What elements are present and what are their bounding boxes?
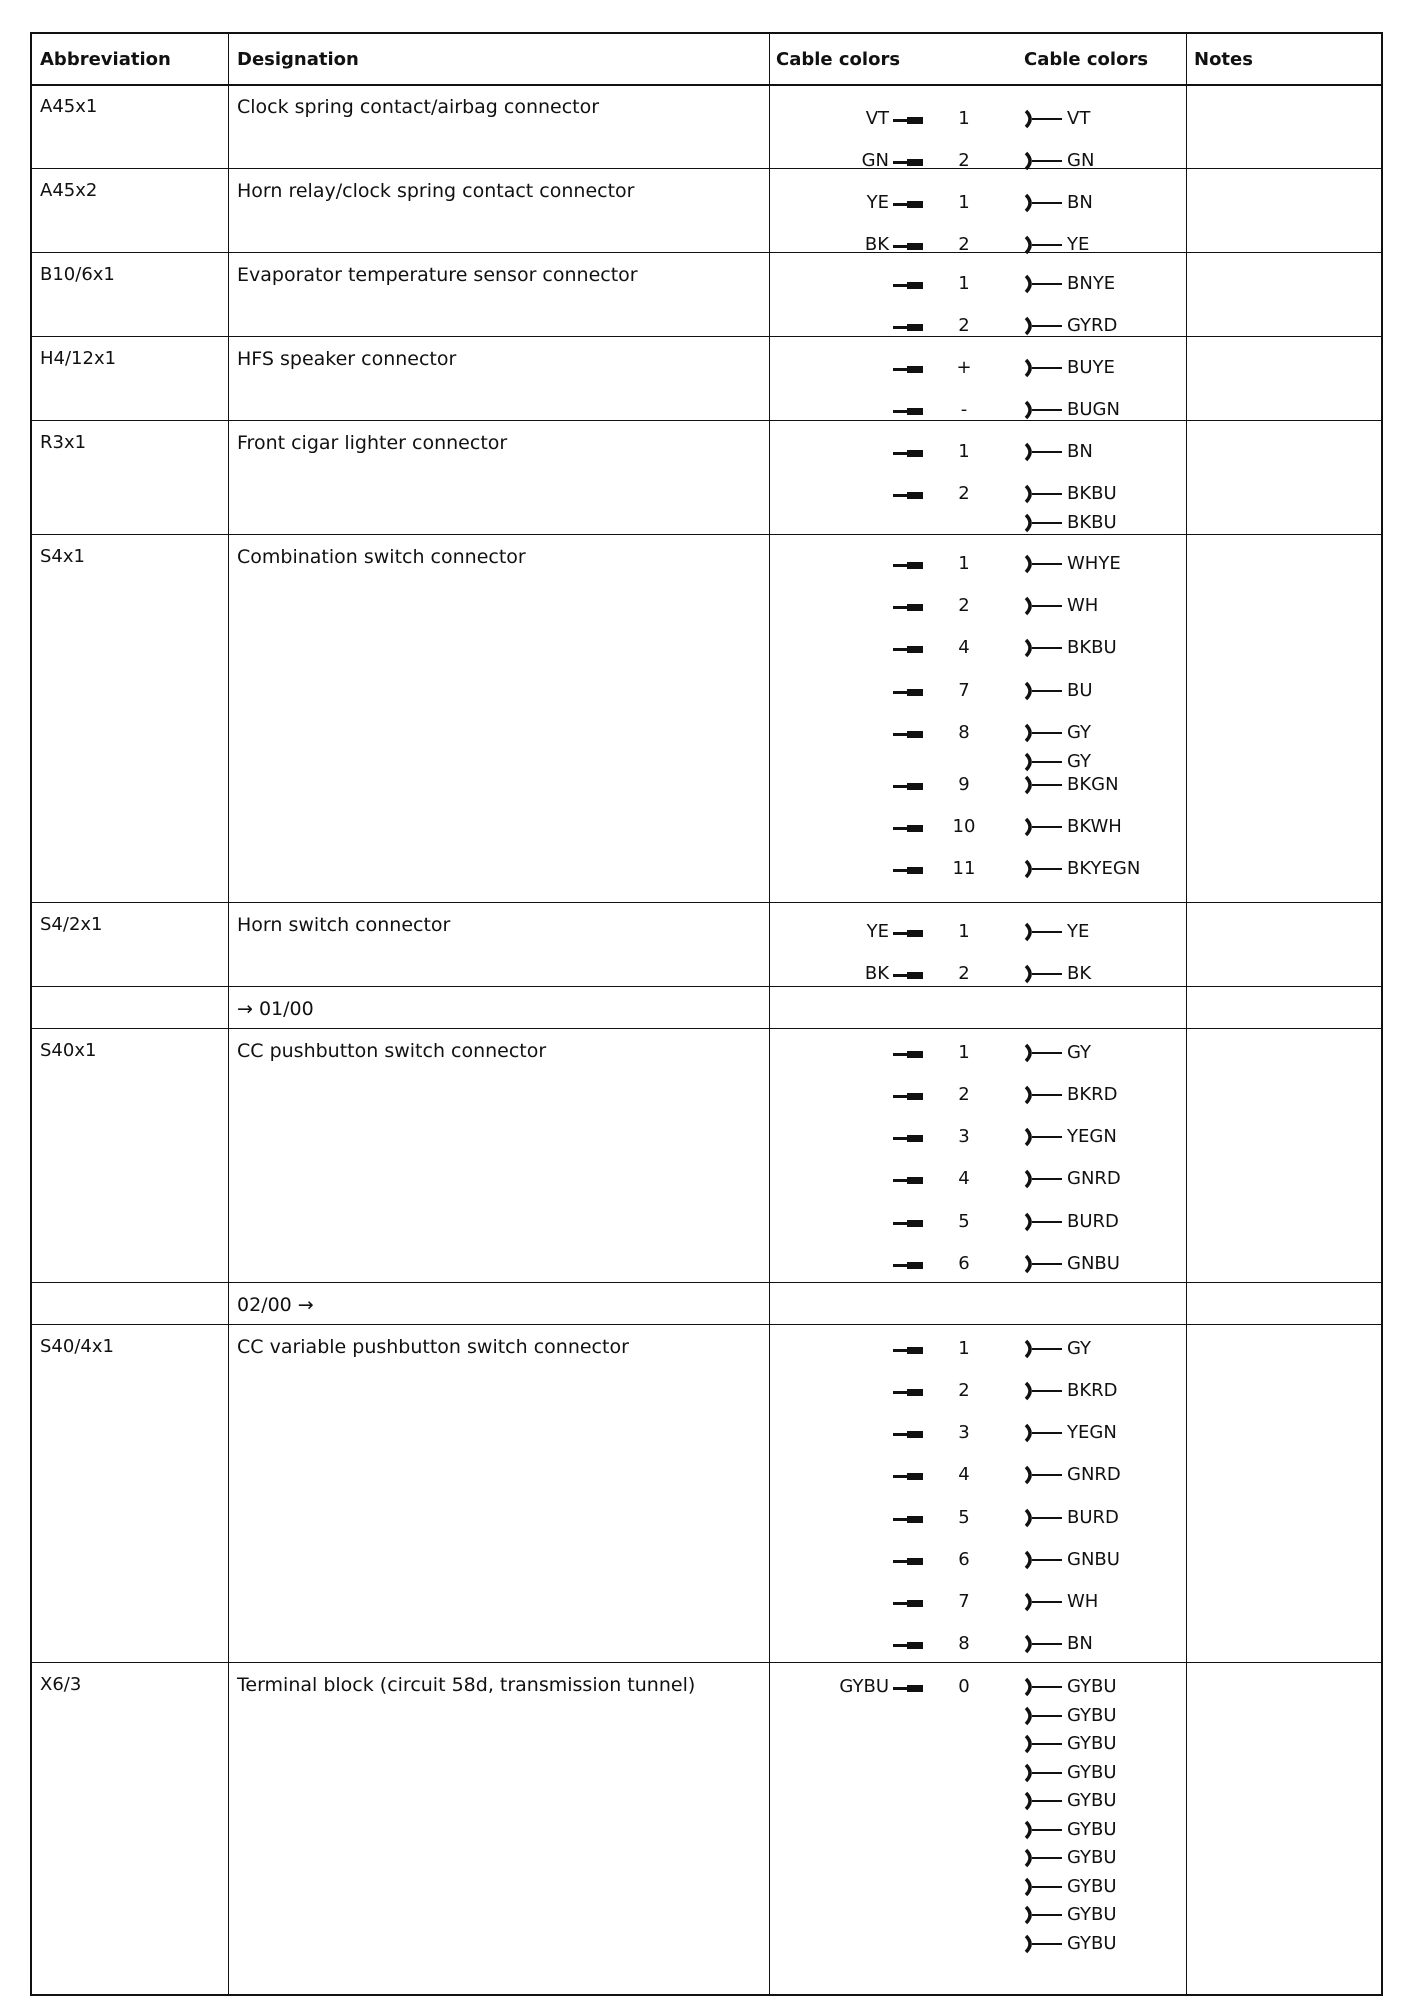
wire-color-right: GY [1067,1042,1092,1063]
row-abbreviation: S4/2x1 [40,914,103,935]
pin-number: 8 [958,1633,970,1654]
plug-icon [893,827,923,830]
row-designation: Combination switch connector [237,546,526,568]
wire-color-right: GYBU [1067,1818,1117,1840]
socket-icon [1022,1422,1066,1444]
plug-icon [893,1349,923,1352]
wire-color-left: GN [861,150,889,171]
wire-color-right: YEGN [1067,1422,1117,1443]
socket-icon [1022,1549,1066,1571]
row-divider [32,986,1381,987]
socket-icon [1022,1084,1066,1106]
wire-color-left: YE [866,192,889,213]
plug-icon [893,1602,923,1605]
row-abbreviation: X6/3 [40,1674,82,1695]
socket-icon [1022,1380,1066,1402]
wire-color-left: BK [864,963,889,984]
pin-number: 2 [958,963,970,984]
wire-color-right: YE [1067,921,1090,942]
plug-icon [893,494,923,497]
wire-color-right: WH [1067,595,1099,616]
row-abbreviation: A45x2 [40,180,98,201]
plug-icon [893,119,923,122]
pin-number: 1 [958,1338,970,1359]
wire-color-right: BKWH [1067,816,1122,837]
socket-icon [1022,816,1066,838]
plug-icon [893,368,923,371]
row-divider [32,1282,1381,1283]
wire-color-right: BK [1067,963,1092,984]
wire-color-right: BN [1067,441,1093,462]
plug-icon [893,1644,923,1647]
plug-icon [893,452,923,455]
header-notes: Notes [1194,49,1253,70]
plug-icon [893,1264,923,1267]
socket-icon [1022,1168,1066,1190]
plug-icon [893,733,923,736]
socket-icon [1022,1126,1066,1148]
socket-icon [1022,1338,1066,1360]
wire-color-right: BKBU [1067,637,1117,658]
plug-icon [893,1222,923,1225]
plug-icon [893,974,923,977]
socket-icon [1022,722,1066,744]
wire-color-right: WH [1067,1591,1099,1612]
row-abbreviation: H4/12x1 [40,348,117,369]
socket-icon [1022,357,1066,379]
pin-number: 2 [958,1380,970,1401]
plug-icon [893,932,923,935]
pin-number: 2 [958,315,970,336]
socket-icon [1022,963,1066,985]
socket-icon [1022,315,1066,337]
plug-icon [893,203,923,206]
socket-icon [1022,1042,1066,1064]
row-divider [32,420,1381,421]
pin-number: 2 [958,595,970,616]
wire-color-right: GY [1067,1338,1092,1359]
wire-color-right: BKYEGN [1067,858,1141,879]
plug-icon [893,648,923,651]
column-divider [769,34,770,1994]
socket-icon [1022,680,1066,702]
socket-icon [1022,483,1066,505]
column-divider [1186,34,1187,1994]
pin-number: 0 [958,1676,970,1697]
row-divider [32,1662,1381,1663]
plug-icon [893,564,923,567]
wire-color-right: BU [1067,680,1093,701]
pin-number: + [956,357,972,378]
header-designation: Designation [237,49,359,70]
wire-color-right: GNRD [1067,1168,1121,1189]
row-divider [32,1324,1381,1325]
plug-icon [893,1095,923,1098]
socket-icon [1022,512,1066,534]
pin-number: 4 [958,1168,970,1189]
socket-icon [1022,1876,1066,1898]
socket-icon [1022,1633,1066,1655]
wire-color-right: GYBU [1067,1704,1117,1726]
plug-icon [893,1137,923,1140]
plug-icon [893,785,923,788]
socket-icon [1022,1676,1066,1698]
plug-icon [893,1053,923,1056]
row-abbreviation: S40/4x1 [40,1336,114,1357]
header-abbreviation: Abbreviation [40,49,171,70]
column-divider [228,34,229,1994]
header-cable-colors-right: Cable colors [1024,49,1149,70]
row-divider [32,336,1381,337]
plug-icon [893,1391,923,1394]
row-designation: Front cigar lighter connector [237,432,508,454]
wire-color-right: GNBU [1067,1549,1120,1570]
row-designation: Horn switch connector [237,914,451,936]
socket-icon [1022,192,1066,214]
row-divider [32,168,1381,169]
socket-icon [1022,1904,1066,1926]
row-designation: CC variable pushbutton switch connector [237,1336,629,1358]
socket-icon [1022,553,1066,575]
socket-icon [1022,774,1066,796]
wire-color-right: BKBU [1067,483,1117,504]
row-abbreviation: B10/6x1 [40,264,115,285]
wire-color-right: YEGN [1067,1126,1117,1147]
pin-number: 3 [958,1422,970,1443]
socket-icon [1022,1819,1066,1841]
wire-color-right: GYBU [1067,1932,1117,1954]
wire-color-right: GYBU [1067,1733,1117,1754]
plug-icon [893,869,923,872]
pin-number: 4 [958,637,970,658]
wire-color-right: BNYE [1067,273,1116,294]
row-divider [32,252,1381,253]
wire-color-right: BURD [1067,1211,1119,1232]
header-divider [32,84,1381,86]
pin-number: 2 [958,483,970,504]
plug-icon [893,1475,923,1478]
wire-color-left: BK [864,234,889,255]
socket-icon [1022,921,1066,943]
pin-number: 6 [958,1549,970,1570]
plug-icon [893,161,923,164]
wire-color-right: WHYE [1067,553,1121,574]
wire-color-right: BUGN [1067,399,1120,420]
pin-number: 1 [958,273,970,294]
plug-icon [893,410,923,413]
wire-color-right: GYBU [1067,1904,1117,1925]
wire-color-right: VT [1067,108,1091,129]
row-divider [32,1028,1381,1029]
row-designation: HFS speaker connector [237,348,457,370]
socket-icon [1022,273,1066,295]
wire-color-left: VT [865,108,889,129]
pin-number: 1 [958,192,970,213]
wire-color-right: GN [1067,150,1095,171]
socket-icon [1022,399,1066,421]
socket-icon [1022,1762,1066,1784]
pin-number: 1 [958,1042,970,1063]
pin-number: 2 [958,1084,970,1105]
wire-color-right: GYRD [1067,315,1118,336]
pin-number: 10 [952,816,976,837]
wire-color-right: BKGN [1067,774,1119,795]
socket-icon [1022,858,1066,880]
row-divider [32,534,1381,535]
row-designation: 02/00 → [237,1294,314,1316]
wire-color-right: GYBU [1067,1790,1117,1811]
row-abbreviation: S4x1 [40,546,85,567]
wire-color-right: GYBU [1067,1761,1117,1783]
pin-number: 5 [958,1507,970,1528]
socket-icon [1022,751,1066,773]
socket-icon [1022,1591,1066,1613]
wire-color-right: BKRD [1067,1084,1118,1105]
pin-number: 1 [958,921,970,942]
socket-icon [1022,1847,1066,1869]
plug-icon [893,1518,923,1521]
socket-icon [1022,441,1066,463]
pin-number: 8 [958,722,970,743]
socket-icon [1022,1733,1066,1755]
wire-color-right: GNBU [1067,1253,1120,1274]
row-designation: Evaporator temperature sensor connector [237,264,638,286]
connector-table [30,32,1383,1996]
row-designation: → 01/00 [237,998,314,1020]
wire-color-right: BN [1067,1633,1093,1654]
plug-icon [893,606,923,609]
wire-color-right: GYBU [1067,1847,1117,1868]
wire-color-right: GY [1067,750,1092,772]
plug-icon [893,1687,923,1690]
pin-number: 1 [958,108,970,129]
row-divider [32,902,1381,903]
plug-icon [893,1179,923,1182]
wire-color-right: GYBU [1067,1676,1117,1697]
wire-color-right: BUYE [1067,357,1115,378]
pin-number: 4 [958,1464,970,1485]
wire-color-right: BN [1067,192,1093,213]
wire-color-right: BKBU [1067,511,1117,533]
socket-icon [1022,1705,1066,1727]
socket-icon [1022,1507,1066,1529]
pin-number: 7 [958,680,970,701]
socket-icon [1022,1790,1066,1812]
wire-color-right: YE [1067,234,1090,255]
row-abbreviation: R3x1 [40,432,87,453]
row-abbreviation: S40x1 [40,1040,97,1061]
plug-icon [893,1560,923,1563]
pin-number: 5 [958,1211,970,1232]
socket-icon [1022,108,1066,130]
pin-number: 1 [958,441,970,462]
row-designation: CC pushbutton switch connector [237,1040,547,1062]
plug-icon [893,326,923,329]
plug-icon [893,284,923,287]
pin-number: 1 [958,553,970,574]
plug-icon [893,245,923,248]
wire-color-right: BKRD [1067,1380,1118,1401]
wire-color-right: BURD [1067,1507,1119,1528]
pin-number: 7 [958,1591,970,1612]
socket-icon [1022,1464,1066,1486]
socket-icon [1022,1933,1066,1955]
socket-icon [1022,1211,1066,1233]
socket-icon [1022,595,1066,617]
row-designation: Clock spring contact/airbag connector [237,96,600,118]
row-designation: Terminal block (circuit 58d, transmission tunnel) [237,1674,696,1696]
row-designation: Horn relay/clock spring contact connector [237,180,635,202]
pin-number: 3 [958,1126,970,1147]
pin-number: - [960,399,968,420]
header-cable-colors-left: Cable colors [776,49,901,70]
pin-number: 6 [958,1253,970,1274]
pin-number: 2 [958,234,970,255]
wire-color-right: GY [1067,722,1092,743]
socket-icon [1022,637,1066,659]
wire-color-right: GYBU [1067,1875,1117,1897]
row-abbreviation: A45x1 [40,96,98,117]
wire-color-left: GYBU [839,1676,889,1697]
socket-icon [1022,1253,1066,1275]
pin-number: 11 [952,858,976,879]
pin-number: 2 [958,150,970,171]
wire-color-left: YE [866,921,889,942]
plug-icon [893,691,923,694]
pin-number: 9 [958,774,970,795]
wire-color-right: GNRD [1067,1464,1121,1485]
plug-icon [893,1433,923,1436]
